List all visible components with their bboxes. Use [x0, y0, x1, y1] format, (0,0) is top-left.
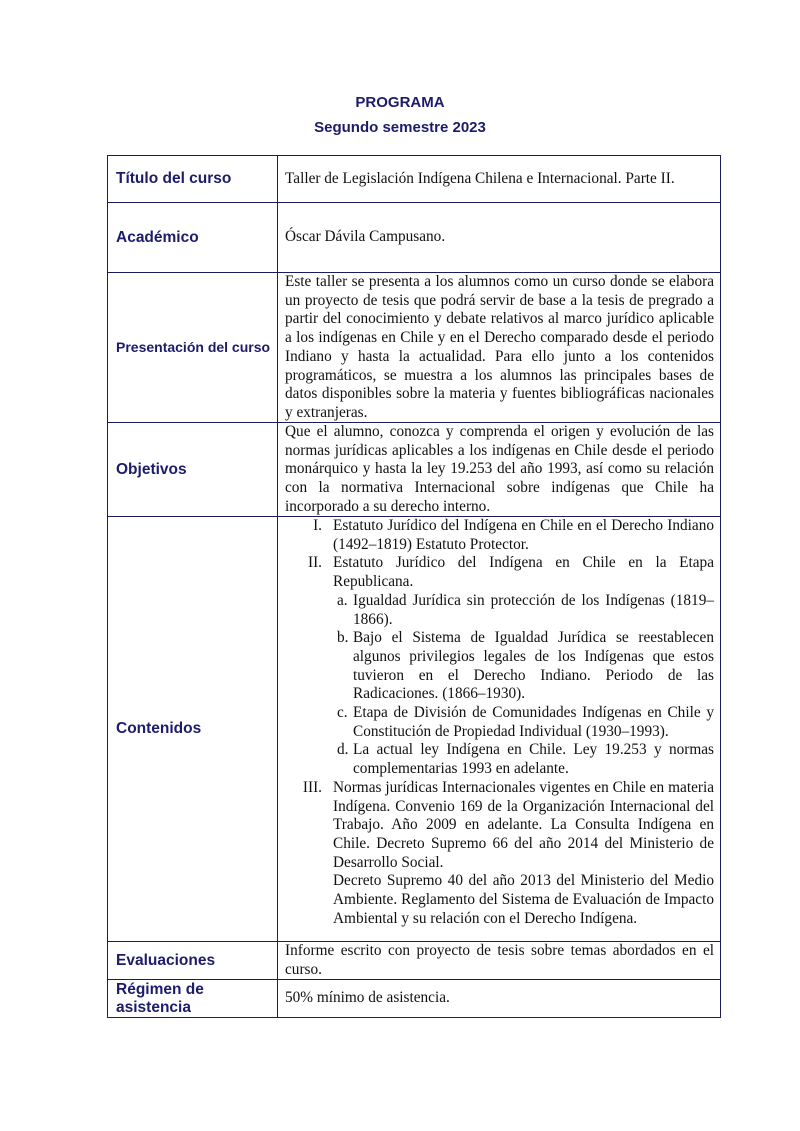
sub-list-item — [285, 592, 714, 629]
label-evaluaciones: Evaluaciones — [108, 942, 278, 979]
label-titulo: Título del curso — [108, 156, 278, 202]
item-number: II. — [307, 554, 322, 572]
label-presentacion: Presentación del curso — [108, 273, 278, 422]
course-table — [107, 155, 721, 1018]
item-letter: c. — [337, 704, 348, 722]
value-evaluaciones: Informe escrito con proyecto de tesis sobre temas abordados en el curso. — [285, 942, 714, 978]
item-body — [333, 779, 714, 929]
item-letter: d. — [337, 741, 349, 759]
label-objetivos: Objetivos — [108, 423, 278, 516]
list-item — [285, 517, 714, 554]
sub-list-item — [285, 741, 714, 778]
value-regimen: 50% mínimo de asistencia. — [285, 989, 450, 1007]
row-contenidos — [108, 516, 720, 941]
value-academico: Óscar Dávila Campusano. — [285, 228, 446, 246]
list-item — [285, 554, 714, 591]
value-presentacion: Este taller se presenta a los alumnos como un curso donde se elabora un proyecto de tesis que podrá servir de base a la tesis de pregrado a partir del conocimiento y debate relativos al marco jurídico aplicable a los indígenas en Chile y en el Derecho comparado desde el periodo Indiano y hasta la actualidad. Para ello junto a los contenidos programáticos, se muestra a los alumnos las principales bases de datos disponibles sobre la materia y fuentes bibliográficas nacionales y extranjeras. — [285, 273, 714, 421]
row-presentacion — [108, 272, 720, 422]
item-text: Estatuto Jurídico del Indígena en Chile en el Derecho Indiano (1492–1819) Estatuto Protector. — [333, 517, 714, 553]
sub-list-item — [285, 704, 714, 741]
item-number: I. — [313, 517, 322, 534]
row-titulo — [108, 156, 720, 202]
row-evaluaciones — [108, 941, 720, 979]
item-text: La actual ley Indígena en Chile. Ley 19.253 y normas complementarias 1993 en adelante. — [353, 741, 714, 778]
item-text: Estatuto Jurídico del Indígena en Chile en la Etapa Republicana. — [333, 554, 714, 591]
row-academico — [108, 202, 720, 272]
item-letter: a. — [337, 591, 348, 609]
item-number: III. — [302, 778, 322, 796]
item-text: Decreto Supremo 40 del año 2013 del Ministerio del Medio Ambiente. Reglamento del Sistema de Evaluación de Impacto Ambiental y su relación con el Derecho Indígena. — [333, 872, 714, 927]
label-regimen: Régimen de asistencia — [108, 980, 278, 1017]
label-academico: Académico — [108, 203, 278, 272]
sub-list-item — [285, 629, 714, 704]
item-letter: b. — [337, 629, 349, 647]
label-contenidos: Contenidos — [108, 517, 278, 941]
item-text: Normas jurídicas Internacionales vigentes en Chile en materia Indígena. Convenio 169 de la Organización Internacional del Trabajo. Año 2009 en adelante. La Consulta Indígena en Chile. Decreto Supremo 66 del año 2014 del Ministerio de Desarrollo Social. — [333, 778, 714, 871]
row-regimen — [108, 979, 720, 1017]
value-titulo: Taller de Legislación Indígena Chilena e Internacional. Parte II. — [285, 169, 675, 187]
item-text: Bajo el Sistema de Igualdad Jurídica se reestablecen algunos privilegios legales de los Indígenas que estos tuvieron en el Derecho Indiano. Periodo de las Radicaciones. (1866–1930). — [353, 629, 714, 703]
item-text: Etapa de División de Comunidades Indígenas en Chile y Constitución de Propiedad Individual (1930–1993). — [353, 704, 714, 740]
value-objetivos: Que el alumno, conozca y comprenda el origen y evolución de las normas jurídicas aplicables a los indígenas en Chile desde el periodo monárquico y hasta la ley 19.253 del año 1993, así como su relación con la normativa Internacional sobre indígenas que Chile ha incorporado a su derecho interno. — [285, 423, 714, 515]
value-contenidos — [278, 517, 720, 941]
document-title: PROGRAMA — [355, 94, 445, 111]
document-subtitle: Segundo semestre 2023 — [314, 119, 486, 136]
row-objetivos — [108, 422, 720, 516]
list-item — [285, 779, 714, 929]
item-text: Igualdad Jurídica sin protección de los Indígenas (1819–1866). — [353, 591, 714, 628]
